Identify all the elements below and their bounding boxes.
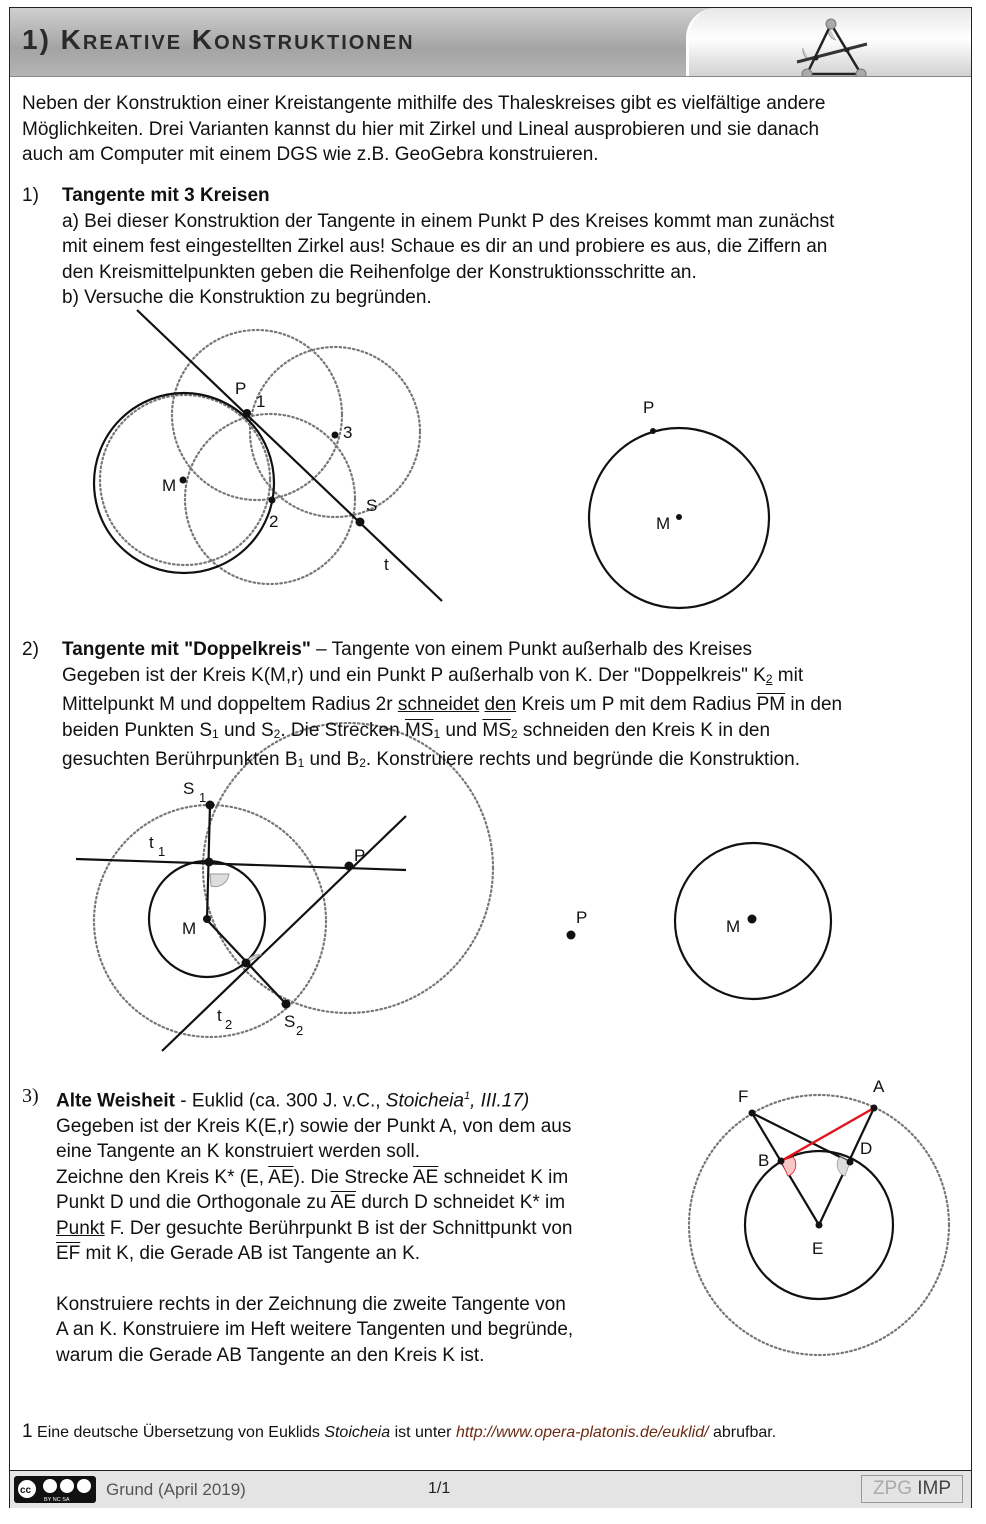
label-t1-sub: 1	[158, 844, 166, 859]
task1-line: b) Versuche die Konstruktion zu begründen.	[62, 287, 432, 308]
task2-text	[62, 637, 842, 777]
subscript: 1	[433, 726, 441, 741]
svg-text:cc: cc	[20, 1485, 32, 1496]
intro-line: Neben der Konstruktion einer Kreistangente mithilfe des Thaleskreises gibt es vielfältige andere	[22, 93, 826, 114]
footnote	[22, 1421, 776, 1443]
task2-number: 2)	[22, 639, 39, 660]
segment-AE: $\overline{AE}$	[330, 1192, 356, 1214]
footnote-text: Stoicheia	[324, 1424, 391, 1441]
task3-text-span: ). Die Strecke	[293, 1166, 413, 1188]
label-P: P	[643, 398, 655, 417]
label-E: E	[812, 1239, 824, 1258]
subscript: 2	[273, 726, 281, 741]
subscript: 1	[297, 756, 305, 770]
footnote-ref: 1	[463, 1090, 471, 1102]
task3-text-span: durch D schneidet K* im	[356, 1192, 566, 1214]
task2-text-span: . Konstruiere rechts und begründe die Konstruktion.	[365, 749, 800, 770]
task3-line: Gegeben ist der Kreis K(E,r) sowie der Punkt A, von dem aus	[56, 1115, 572, 1137]
task1-number: 1)	[22, 185, 39, 206]
brand-zpg: ZPG	[872, 1478, 912, 1499]
task3-line: Konstruiere rechts in der Zeichnung die zweite Tangente von	[56, 1293, 566, 1315]
task2-text-span: in den	[785, 694, 843, 715]
license-text: BY NC SA	[44, 1497, 70, 1503]
task3-line: warum die Gerade AB Tangente an den Kreis K ist.	[56, 1344, 485, 1366]
footnote-number: 1	[22, 1421, 33, 1442]
task3-text	[56, 1084, 573, 1368]
task1-line: a) Bei dieser Konstruktion der Tangente in einem Punkt P des Kreises kommt man zunächst	[62, 210, 835, 232]
task2-subtitle: – Tangente von einem Punkt außerhalb des Kreises	[310, 639, 753, 660]
euklid-link[interactable]: http://www.opera-platonis.de/euklid/	[455, 1424, 709, 1441]
task3-line: A an K. Konstruiere im Heft weitere Tangenten und begründe,	[56, 1319, 574, 1341]
task2-title: Tangente mit "Doppelkreis"	[62, 639, 311, 660]
task3-line: eine Tangente an K konstruiert werden soll.	[56, 1141, 421, 1163]
segment-EF: $\overline{EF}$	[56, 1243, 81, 1265]
label-t2: t	[217, 1006, 222, 1025]
label-M: M	[726, 917, 741, 936]
label-S: S	[366, 496, 378, 515]
task1-title: Tangente mit 3 Kreisen	[62, 185, 270, 206]
brand-imp: IMP	[917, 1478, 952, 1499]
task3-text-span: Zeichne den Kreis K* (E,	[56, 1166, 269, 1188]
task3-text-span: , III.17)	[470, 1090, 530, 1112]
label-1: 1	[256, 392, 266, 411]
label-P: P	[576, 908, 588, 927]
subscript: 2	[359, 756, 366, 770]
label-F: F	[738, 1087, 749, 1106]
task2-text-span: Gegeben ist der Kreis K(M,r) und ein Punkt P außerhalb von K. Der "Doppelkreis" K	[62, 664, 766, 686]
subscript: 2	[765, 671, 773, 686]
segment-PM: $\overline{PM}$	[756, 694, 786, 715]
page-title: 1) Kreative Konstruktionen	[22, 24, 415, 55]
zpg-imp-logo	[861, 1475, 963, 1503]
task3-text-span: schneidet K im	[438, 1166, 569, 1188]
task3-text-span: - Euklid (ca. 300 J. v.C.,	[174, 1090, 386, 1112]
label-S2-sub: 2	[296, 1023, 304, 1038]
task2-text-span: Kreis um P mit dem Radius	[516, 694, 757, 715]
label-t: t	[384, 555, 389, 574]
label-S1: S	[183, 779, 195, 798]
subscript: 2	[510, 726, 518, 741]
task3-title: Alte Weisheit	[56, 1090, 175, 1112]
task2-text-span: . Die Strecken	[280, 719, 405, 741]
label-B: B	[758, 1151, 770, 1170]
intro-line: auch am Computer mit einem DGS wie z.B. GeoGebra konstruieren.	[22, 144, 599, 165]
task1-line: den Kreismittelpunkten geben die Reihenfolge der Konstruktionsschritte an.	[62, 261, 697, 283]
task2-text-span: den	[484, 694, 517, 715]
page-number: 1/1	[428, 1480, 451, 1497]
intro-line: Möglichkeiten. Drei Varianten kannst du hier mit Zirkel und Lineal ausprobieren und sie danach	[22, 118, 820, 140]
task3-number: 3)	[22, 1085, 39, 1107]
label-P: P	[354, 846, 366, 865]
author-date: Grund (April 2019)	[106, 1480, 246, 1499]
segment-MS1: $\overline{MS}$	[404, 719, 434, 741]
task2-text-span: und	[440, 719, 483, 741]
label-P: P	[235, 379, 247, 398]
task2-text-span: gesuchten Berührpunkten B	[62, 749, 298, 770]
label-M: M	[182, 919, 197, 938]
task2-text-span: mit	[772, 664, 804, 686]
task2-text-span: und S	[218, 719, 274, 741]
task2-text-span: schneiden den Kreis K in den	[517, 719, 771, 741]
footnote-text: Eine deutsche Übersetzung von Euklids	[32, 1424, 325, 1441]
task3-text-span: Punkt D und die Orthogonale zu	[56, 1192, 331, 1214]
task2-text-span: beiden Punkten S	[62, 719, 213, 741]
footnote-text: ist unter	[390, 1424, 456, 1441]
spacer	[56, 1267, 573, 1292]
label-S1-sub: 1	[199, 790, 207, 805]
label-t1: t	[149, 833, 154, 852]
label-A: A	[873, 1077, 885, 1096]
label-M: M	[162, 476, 177, 495]
task3-text-span: Punkt	[56, 1217, 105, 1239]
segment-AE: $\overline{AE}$	[412, 1166, 439, 1188]
subscript: 1	[212, 726, 219, 741]
task1-line: mit einem fest eingestellten Zirkel aus! Schaue es dir an und probiere es aus, die Ziffern an	[62, 236, 828, 257]
label-S2: S	[284, 1012, 296, 1031]
label-3: 3	[343, 423, 353, 442]
task2-text-span: Mittelpunkt M und doppeltem Radius 2r	[62, 694, 398, 715]
page-footer	[10, 1470, 971, 1508]
task2-text-span: und B	[304, 749, 360, 770]
task3-text-span: Stoicheia	[385, 1090, 464, 1112]
worksheet-page	[9, 7, 972, 1508]
cc-by-nc-sa-icon	[14, 1476, 96, 1503]
label-2: 2	[269, 512, 279, 531]
segment-MS2: $\overline{MS}$	[482, 719, 511, 741]
task3-text-span: mit K, die Gerade AB ist Tangente an K.	[80, 1243, 421, 1265]
segment-AE: $\overline{AE}$	[268, 1166, 294, 1188]
task3-text-span: F. Der gesuchte Berührpunkt B ist der Schnittpunkt von	[104, 1217, 573, 1239]
label-M: M	[656, 514, 671, 533]
label-t2-sub: 2	[225, 1017, 233, 1032]
task2-text-span: schneidet	[397, 694, 480, 715]
footnote-text: abrufbar.	[708, 1424, 777, 1441]
label-D: D	[860, 1139, 873, 1158]
